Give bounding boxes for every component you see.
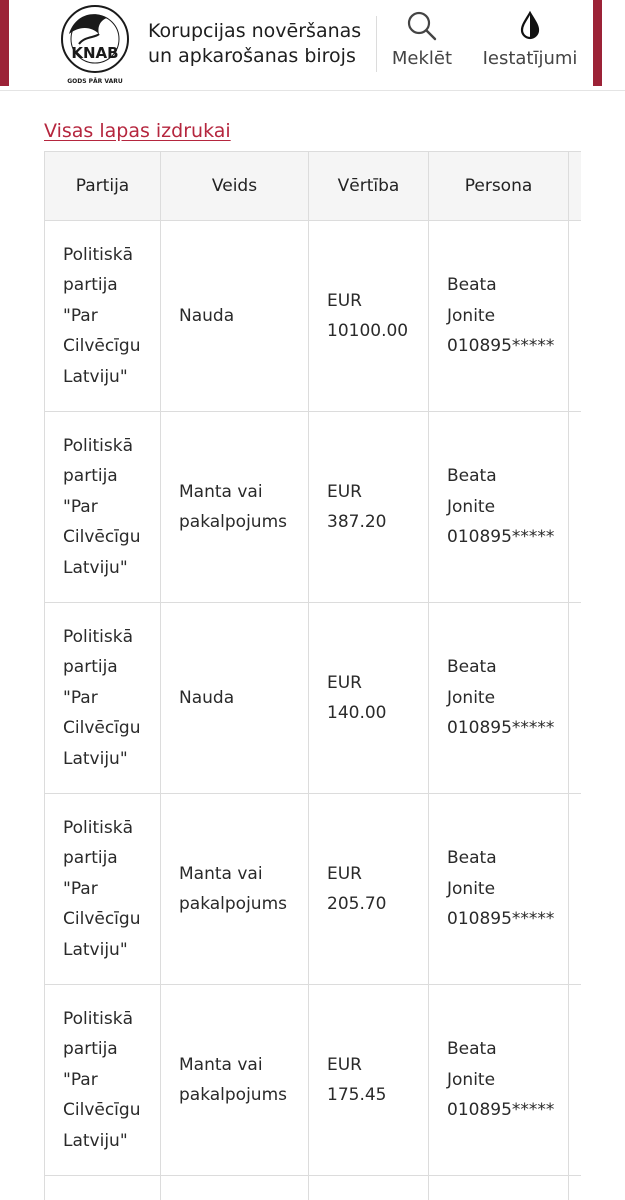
org-name[interactable] [148,19,378,69]
cell-partija: Politiskā partija "Par Cilvēcīgu Latviju" [45,794,161,985]
cell-veids: Nauda [161,603,309,794]
cell-partija: Politiskā partija "Par Cilvēcīgu Latviju" [45,221,161,412]
table-header-row [45,152,582,221]
contrast-drop-icon [514,10,546,42]
header-divider [376,16,377,72]
cell-partija: Politiskā partija "Par Cilvēcīgu Latviju" [45,412,161,603]
logo-motto: GODS PĀR VARU [67,78,123,85]
column-header-veids[interactable]: Veids [161,152,309,221]
search-button[interactable] [388,10,456,80]
cell-persona: Beata Jonite 010895***** [429,603,569,794]
org-name-line1: Korupcijas novēršanas [148,20,362,42]
knab-logo[interactable] [55,4,131,86]
cell-persona: Beata Jonite 010895***** [429,221,569,412]
column-header-hidden [569,152,582,221]
logo-text: KNAB [71,44,119,62]
cell-persona: Beata Jonite 010895***** [429,985,569,1176]
cell-vertiba: EUR 140.00 [309,603,429,794]
table-row [45,221,582,412]
settings-button[interactable] [478,10,582,80]
cell-veids: Nauda [161,221,309,412]
org-name-line2: un apkarošanas birojs [148,45,356,67]
cell-persona: Beata Jonite 010895***** [429,412,569,603]
donations-table-scroll[interactable] [44,151,581,1200]
cell-partija: Politiskā partija "Par Cilvēcīgu Latviju" [45,603,161,794]
table-row [45,794,582,985]
cell-hidden [569,985,582,1176]
cell-hidden [569,221,582,412]
cell-hidden [569,794,582,985]
cell-veids: Manta vai pakalpojums [161,412,309,603]
cell-vertiba: EUR 205.70 [309,794,429,985]
cell-veids: Manta vai pakalpojums [161,794,309,985]
cell-vertiba: EUR 387.20 [309,412,429,603]
site-header [0,0,625,91]
cell-hidden [569,412,582,603]
cell-partija: Politiskā partija "Par Cilvēcīgu Latviju" [45,985,161,1176]
donations-table [44,151,581,1200]
brand-edge-left [0,0,9,86]
column-header-vertiba[interactable]: Vērtība [309,152,429,221]
cell-vertiba: EUR 175.45 [309,985,429,1176]
brand-edge-right [593,0,602,86]
cell-vertiba: EUR 10100.00 [309,221,429,412]
search-icon [406,10,438,42]
column-header-persona[interactable]: Persona [429,152,569,221]
table-row-partial [45,1176,582,1200]
cell-veids: Manta vai pakalpojums [161,985,309,1176]
table-row [45,412,582,603]
cell-hidden [569,603,582,794]
table-row [45,603,582,794]
cell-persona: Beata Jonite 010895***** [429,794,569,985]
table-row [45,985,582,1176]
settings-label: Iestatījumi [482,48,578,69]
print-all-pages-link[interactable]: Visas lapas izdrukai [44,120,231,142]
column-header-partija[interactable]: Partija [45,152,161,221]
search-label: Meklēt [391,48,453,69]
